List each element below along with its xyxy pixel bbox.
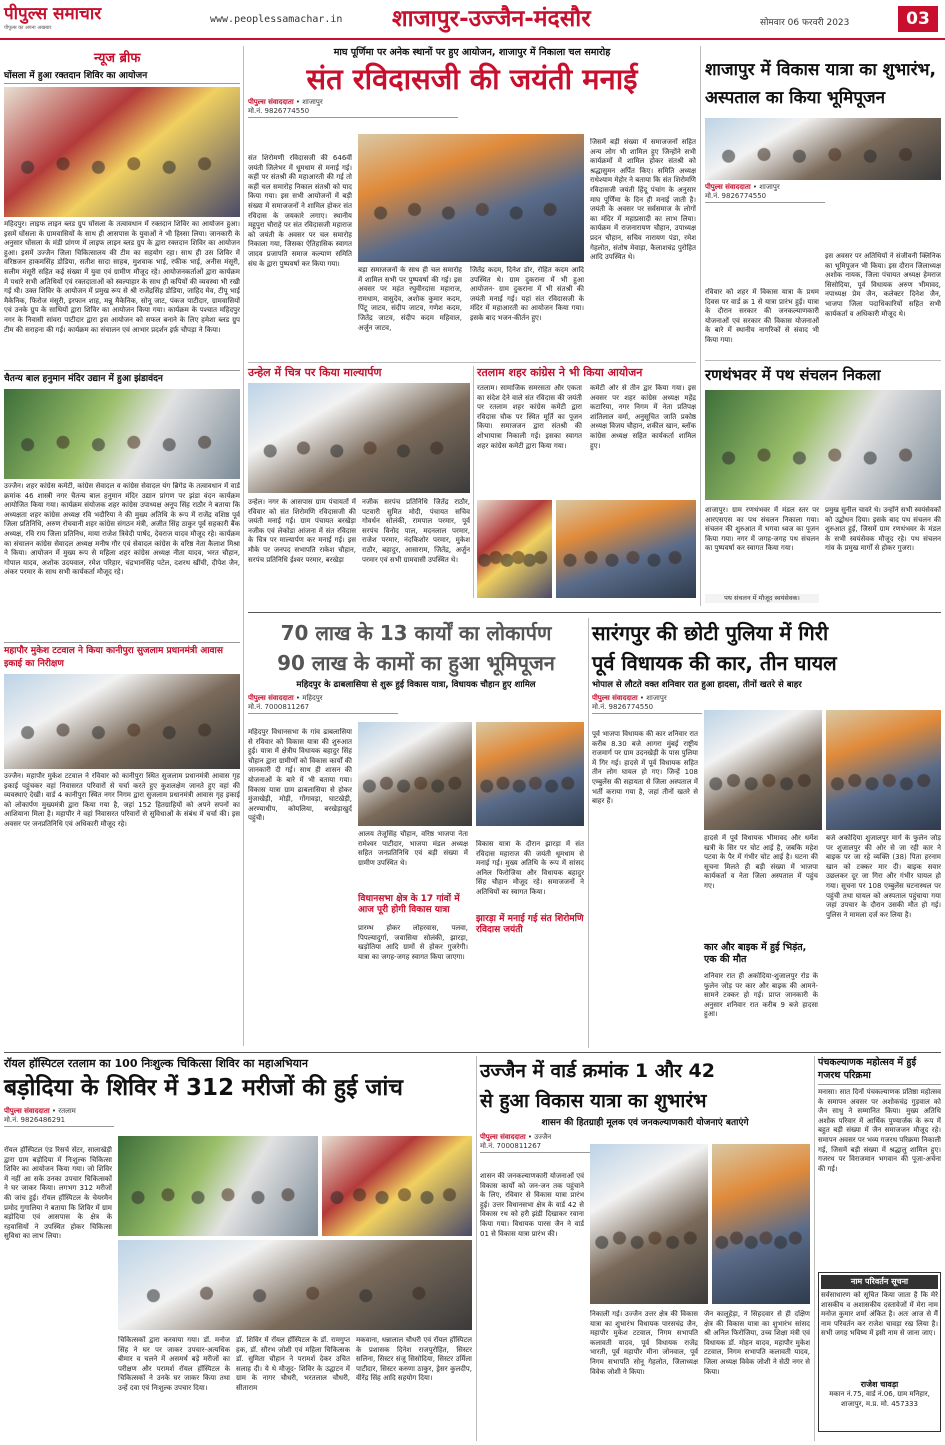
brief-title-3: महापौर मुकेश टटवाल ने किया कानीपुरा सुजलाम प्रधानमंत्री आवास इकाई का निरीक्षण: [4, 642, 240, 671]
ravidas-headline: संत रविदासजी की जयंती मनाई: [306, 62, 638, 96]
badodiya-camp-story: [4, 1056, 472, 1441]
issue-date: सोमवार 06 फरवरी 2023: [760, 18, 850, 28]
ujjain-col-2: निकाली गई। उज्जैन उत्तर क्षेत्र की विकास यात्रा का शुभारंभ विधायक पारसचंद्र जैन, महापौर मुकेश टटवाल, निगम सभापति कलावती यादव, पूर्व विधायक राजेंद्र भारती, पूर्व महापौर मीना जोनवाल, पूर्व निगम सभापति सोनू गेहलोत, जिलाध्यक्ष विवेक जोशी ने किया।: [590, 1310, 698, 1376]
ratlam-congress-headline: रतलाम शहर कांग्रेस ने भी किया आयोजन: [477, 366, 643, 379]
ratlam-congress-col-1: रतलाम। सामाजिक समरसता और एकता का संदेश देने वाले संत रविदास की जयंती पर रतलाम शहर कांग्रेस कमेटी द्वारा रविदास चौक पर स्थित मूर्ति का पूजन किया। समाजजन द्वारा संतश्री की शोभायात्रा निकाली गई। इसका स्वागत शहर कांग्रेस कमेटी द्वारा किया गया।: [477, 384, 582, 450]
ujjain-headline-2: से हुआ विकास यात्रा का शुभारंभ: [480, 1090, 707, 1112]
byline-phone: मो.नं. 9826486291: [4, 1116, 66, 1124]
byline-place: शाजापुर: [759, 183, 780, 191]
path-sanchalan-col-2: प्रमुख सुनील चावरे थे। उन्होंने सभी स्वयंसेवकों को उद्बोधन दिया। इसके बाद पथ संचलन की शुरुआत हुई, जिसमें ग्राम रणथंभवर के मंडल के सभी स्वयंसेवक मौजूद रहे। पथ संचलन गांव के प्रमुख मार्गों से होकर गुजरा।: [825, 506, 941, 553]
ratlam-congress-story: [477, 366, 696, 598]
path-sanchalan-photo: [705, 390, 941, 500]
mahidpur-yatra-story: [248, 618, 584, 1048]
ravidas-col-3: जितेंद्र कदम, दिनेश डोर, रोहित कदम आदि उपस्थित थे। ग्राम दुकराना में भी हुआ आयोजन- ग्राम दुकराना में भी संतश्री की जयंती मनाई गई। यहां संत रविदासजी के मंदिर में महाआरती का आयोजन किया गया। इसके बाद भजन-कीर्तन हुए।: [470, 266, 584, 322]
byline-agency: पीपुल्स संवाददाता: [4, 1107, 50, 1115]
ravidas-story: [248, 46, 696, 358]
brief-title-2: चैतन्य बाल हनुमान मंदिर उद्यान में हुआ झंडावंदन: [4, 370, 240, 386]
sarangpur-col-1: पूर्व भाजपा विधायक की कार शनिवार रात करीब 8.30 बजे आगरा मुंबई राष्ट्रीय राजमार्ग पर ग्राम उदनखेड़ी के पास पुलिया में गिर गई। हादसे में पूर्व विधायक सहित तीन लोग घायल हो गए। जिन्हें 108 एम्बुलेंस की सहायता से जिला अस्पताल में भर्ती कराया गया है, जहां तीनों खतरे से बाहर हैं।: [592, 730, 698, 806]
ujjain-col-1: शासन की जनकल्याणकारी योजनाओं एवं विकास कार्यों को जन-जन तक पहुंचाने के लिए, रविवार से विकास यात्रा प्रारंभ हुई। उत्तर विधानसभा क्षेत्र के वार्ड 42 से विकास रथ को हरी झंडी दिखाकर रवाना किया गया। विधायक पारस जैन ने वार्ड 01 से विकास यात्रा प्रारंभ की।: [480, 1172, 584, 1238]
sarangpur-headline-1: सारंगपुर की छोटी पुलिया में गिरी: [592, 621, 829, 645]
byline-phone: मो.नं. 9826774550: [248, 107, 310, 115]
mahidpur-col-3: प्रारम्भ होकर लोहरवास, पलवा, पिपल्यादुर्गा, जवासिया सोलंकी, झारड़ा, खड़ोतिया आदि ग्रामों से होकर गुजरेगी। यात्रा का जगह-जगह स्वागत किया जाएगा।: [358, 924, 468, 961]
mahidpur-subhead: विधानसभा क्षेत्र के 17 गांवों में आज पूरी होगी विकास यात्रा: [358, 894, 460, 915]
unhel-photo: [248, 383, 470, 493]
mahidpur-col-1: महिदपुर विधानसभा के गांव ढाबलासिया से रविवार को विकास यात्रा की शुरुआत हुई। यात्रा में क्षेत्रीय विधायक बहादुर सिंह चौहान द्वारा ग्रामीणों को विकास कार्यों की जानकारी दी गई। साथ ही शासन की योजनाओं के बारे में भी बताया गया। विकास यात्रा ग्राम ढाबलासिया से होकर मुंजाखेड़ी, मोड़ी, गोंगावड़ा, घाटखेड़ी, अरण्याधीप, कोयलिया, बरखेड़ाखुर्द पहुंची।: [248, 728, 352, 823]
mahidpur-byline: पीपुल्स संवाददाता • महिदपुर मो.नं. 7000811267: [248, 694, 398, 714]
byline-agency: पीपुल्स संवाददाता: [705, 183, 751, 191]
mahidpur-headline-1: 70 लाख के 13 कार्यों का लोकार्पण: [280, 621, 552, 645]
byline-agency: पीपुल्स संवाददाता: [248, 98, 294, 106]
mahidpur-kicker: महिदपुर के ढाबलासिया से शुरू हुई विकास यात्रा, विधायक चौहान हुए शामिल: [296, 680, 536, 690]
ravidas-col-2: बड़ा समाजजनों के साथ ही चल समारोह में शामिल सभी पर पुष्पवर्षा की गई। इस अवसर पर महंत रघुवीरदास महाराज, रामधाम, वासुदेव, अशोक कुमार कदम, पिंटू जाटव, संदीप जाटव, गणेश कदम, जितेंद्र जाटव, संदीप कदम महिवाल, अर्जुन जाटव,: [358, 266, 462, 332]
badodiya-col-3: डॉ. शिविर में रॉयल हॉस्पिटल के डॉ. रामगुप्त हक, डॉ. सौरभ जोशी एवं महिला चिकित्सक डॉ. सुमिता चौहान ने परामर्श देकर उचित सलाह दी। ये थे मौजूद- शिविर के उद्घाटन में ग्राम के नागर चौधरी, भरतलाल चौधरी, सीताराम: [236, 1336, 350, 1392]
mayor-visit-photo: [4, 674, 240, 769]
name-change-notice: [818, 1272, 941, 1432]
site-url[interactable]: www.peoplessamachar.in: [210, 14, 343, 25]
badodiya-camp-photo-1: [118, 1136, 318, 1236]
ujjain-yatra-photo-2: [712, 1144, 810, 1304]
sarangpur-col-4: बजे अकोदिया शुजालपुर मार्ग के फुलेन जोड़ पर शुजालपुर की ओर से जा रही कार ने बाइक पर जा रहे व्यक्ति (38) पिता हरनाम खान को टक्कर मार दी। बाइक सवार उछलकर दूर जा गिरा और गंभीर घायल हो गया। सूचना पर 108 एम्बुलेंस घटनास्थल पर पहुंची तथा घायल को अस्पताल पहुंचाया गया जहां उपचार के दौरान उसकी मौत हो गई। पुलिस ने मामला दर्ज कर लिया है।: [826, 834, 941, 919]
region-banner: [392, 4, 690, 34]
badodiya-camp-photo-2: [322, 1136, 472, 1236]
brief-title-1: घोंसला में हुआ रक्तदान शिविर का आयोजन: [4, 70, 240, 84]
unhel-col-2: नजीक सरपंच प्रतिनिधि जितेंद्र राठौर, पटवारी सुमित मोदी, पंचायत सचिव गोवर्धन सोलंकी, रामपाल परमार, पूर्व सरपंच विनोद पाल, मदनलाल परमार, राजेश परमार, नंदकिशोर परमार, मुकेश राठौर, बहादुर, आसाराम, जितेंद्र, अर्जुन परमार एवं सभी ग्रामवासी उपस्थित थे।: [362, 498, 470, 564]
ujjain-col-3: जैन कालूहेड़ा, ने सिहदवार से ही दक्षिण क्षेत्र की विकास यात्रा का शुभारंभ सांसद श्री अनिल फिरोजिया, उच्च शिक्षा मंत्री एवं विधायक डॉ. मोहन यादव, महापौर मुकेश टटवाल, निगम सभापति कलावती यादव, जिला अध्यक्ष विवेक जोशी ने सेठी नगर से किया।: [704, 1310, 810, 1376]
masthead: [0, 0, 945, 40]
ujjain-yatra-story: [480, 1056, 810, 1441]
badodiya-kicker: रॉयल हॉस्पिटल रतलाम का 100 निःशुल्क चिकित्सा शिविर का महाअभियान: [4, 1057, 308, 1070]
unhel-story: [248, 366, 470, 598]
notice-name: राजेश चावड़ा: [860, 1380, 899, 1389]
ratlam-congress-col-2: कमेटी ओर से तीन द्वार किया गया। इस अवसर पर शहर कांग्रेस अध्यक्ष महेंद्र कटारिया, नगर निगम में नेता प्रतिपक्ष शांतिलाल वर्मा, अनुसूचित जाति प्रकोष्ठ अध्यक्ष विजय चौहान, शकील खान, ब्लॉक कांग्रेस अध्यक्ष सहित कार्यकर्ता शामिल हुए।: [590, 384, 696, 450]
shajapur-yatra-story: [705, 56, 941, 354]
ratlam-congress-photo-1: [477, 500, 552, 598]
ravidas-procession-photo: [358, 134, 584, 262]
unhel-headline: उन्हेल में चित्र पर किया माल्यार्पण: [248, 366, 382, 379]
mahidpur-photo-2: [476, 722, 584, 826]
ujjain-byline: पीपुल्स संवाददाता • उज्जैन मो.नं. 7000811267: [480, 1133, 590, 1153]
byline-place: महिदपुर: [302, 694, 323, 702]
byline-phone: मो.नं. 9826774550: [705, 192, 767, 200]
sarangpur-col-2: हादसे में पूर्व विधायक भीमावद और धर्मेश खत्री के सिर पर चोट आई है, जबकि महेश पटवा के पैर में गंभीर चोट आई है। घटना की सूचना मिलते ही बड़ी संख्या में भाजपा कार्यकर्ता व नेता जिला अस्पताल में पहुंच गए।: [704, 834, 818, 890]
shajapur-yatra-photo: [705, 118, 941, 180]
brief-body-2: उज्जैन। शहर कांग्रेस कमेटी, कांग्रेस सेवादल व कांग्रेस सेवादल यंग ब्रिगेड के तत्वावधान में वार्ड क्रमांक 46 शास्त्री नगर चैतन्य बाल हनुमान मंदिर उद्यान प्रांगण पर झंडा वंदन कार्यक्रम आयोजित किया गया। कार्यक्रम संयोजक शहर कांग्रेस उपाध्यक्ष अनूप सिंह राठौर ने बताया कि अध्यक्षता शहर कांग्रेस अध्यक्ष रवि भदौरिया ने की मुख्य अतिथि के रूप में राजेंद्र वशिष्ठ पूर्व जिला प्रतिनिधि, अरुण रोचवानी शहर कांग्रेस संगठन मंत्री, अजीत सिंह ठाकुर पूर्व सहकारी बैंक अध्यक्ष, रवि राय जिला प्रतिनिध, माया राजेश त्रिवेदी पार्षद, देवराज यादव मौजूद रहे। कार्यक्रम का संचालन कांग्रेस सेवादल अध्यक्ष मनीष गौर एवं सेवादल कांग्रेस के वरिष्ठ नेता कैलाश मिश्रा ने किया। आयोजन में मुख्य रूप से महिला शहर कांग्रेस अध्यक्ष नीता यादव, भरत चौहान, गोपाल यादव, अशोक उदयवाल, रमेश परिहार, चंद्रभानसिंह पटेल, दशरथ खींची, दीपेश जैन, अंकर परमार के साथ सभी कार्यकर्ता मौजूद रहे।: [4, 482, 240, 577]
logo-tagline: पीपुल्स का अपना अखबार: [4, 25, 52, 31]
byline-place: शाजापुर: [646, 694, 667, 702]
mahidpur-headline-2: 90 लाख के कामों का हुआ भूमिपूजन: [277, 651, 555, 675]
badodiya-byline: पीपुल्स संवाददाता • रतलाम मो.नं. 9826486291: [4, 1107, 114, 1127]
logo-text: पीपुल्स समाचार: [4, 4, 102, 24]
byline-agency: पीपुल्स संवाददाता: [592, 694, 638, 702]
jharda-subhead: झारड़ा में मनाई गई संत शिरोमणि रविदास जयंती: [476, 914, 584, 935]
panchkalyanak-headline: पंचकल्याणक महोत्सव में हुई गजरथ परिक्रमा: [818, 1056, 941, 1085]
mahidpur-photo-1: [358, 722, 472, 826]
byline-phone: मो.नं. 7000811267: [248, 703, 310, 711]
byline-phone: मो.नं. 7000811267: [480, 1142, 542, 1150]
shajapur-yatra-col-1: रविवार को शहर में विकास यात्रा के प्रथम दिवस पर वार्ड क्र 1 से यात्रा प्रारंभ हुई। यात्रा के दौरान सरकार की जनकल्याणकारी योजनाओं एवं सरकार की विकास योजनाओं के बारे में स्थानीय नागरिकों से संवाद भी किया गया।: [705, 288, 819, 344]
panchkalyanak-body: मनासा। सात दिनों पंचकल्याणक प्रतिष्ठा महोत्सव के समापन अवसर पर अशोकचंद्र गुड़वाल को जैन साधु ने सम्मानित किया। मुख्य अतिथि अशोक परिवार में आर्थिक पुण्यार्जक के रूप में बहुत बड़ी संख्या में जैन समाजजन मौजूद रहे। समापन अवसर पर भव्य गजरथ परिक्रमा निकाली गई, जिसमें बड़ी संख्या में श्रद्धालु शामिल हुए। गजरथ पर विराजमान भगवान की पूजा-अर्चना की गई।: [818, 1088, 941, 1173]
ujjain-headline-1: उज्जैन में वार्ड क्रमांक 1 और 42: [480, 1060, 715, 1082]
flag-hoisting-photo: [4, 389, 240, 479]
shajapur-yatra-headline: शाजापुर में विकास यात्रा का शुभारंभ, अस्पताल का किया भूमिपूजन: [705, 60, 936, 108]
path-sanchalan-col-1: शाजापुर। ग्राम रणथंभवर में मंडल स्तर पर आरएसएस का पथ संचलन निकाला गया। संचलन की शुरुआत में भगवा ध्वज का पूजन किया गया। नगर में जगह-जगह पथ संचलन का पुष्पवर्षा कर स्वागत किया गया।: [705, 506, 819, 553]
path-sanchalan-caption: पथ संचलन में मौजूद स्वयंसेवक।: [705, 594, 819, 603]
badodiya-col-2: चिकित्सकों द्वारा करवाया गया। डॉ. मनोज सिंह ने घर पर जाकर उपचार-अत्यधिक बीमार व चलने में असमर्थ बड़े मरीजों का परीक्षण और परामर्श रॉयल हॉस्पिटल के चिकित्सकों ने उनके घर जाकर किया तथा उन्हें दवा एवं निःशुल्क उपचार दिया।: [118, 1336, 230, 1392]
notice-title: नाम परिवर्तन सूचना: [821, 1275, 938, 1289]
shajapur-yatra-byline: पीपुल्स संवाददाता • शाजापुर मो.नं. 9826774550: [705, 183, 825, 203]
byline-place: रतलाम: [58, 1107, 76, 1115]
car-bike-subhead: कार और बाइक में हुई भिड़ंत, एक की मौत: [704, 942, 807, 965]
sarangpur-accident-story: [592, 618, 941, 1048]
badodiya-camp-photo-3: [118, 1240, 472, 1330]
unhel-col-1: उन्हेल। नगर के आसपास ग्राम पंचायतों में रविवार को संत शिरोमणि रविदासजी की जयंती मनाई गई। ग्राम पंचायत बरखेड़ा नजीक एवं लेकोडा आंजना में संत रविदास के चित्र पर माल्यार्पण कर मनाई गई। इस मौके पर जनपद सभापति राकेश चौहान, सरपंच प्रतिनिधि ईश्वर परमार, बरखेड़ा: [248, 498, 356, 564]
brief-body-3: उज्जैन। महापौर मुकेश टटवाल ने रविवार को कानीपुरा स्थित सुजलाम प्रधानमंत्री आवास गृह इकाई पहुंचकर वहां निवासरत परिवारों से चर्चा करते हुए कुशलक्षेम जानते हुए वहां की व्यवस्थाएं देखी। वार्ड 4 कानीपुरा स्थित नगर निगम द्वारा सुजलाम प्रधानमंत्री आवास गृह इकाई को लोकार्पण मुख्यमंत्री द्वारा किया गया है, जहां 152 हितग्राहियों को अपने सपनों का आशियाना मिला है। महापौर ने वहां निवासरत परिवारों से सुविधाओं के संबंध में चर्चा की। इस अवसर पर जनप्रतिनिधि एवं अधिकारी मौजूद रहे।: [4, 772, 240, 828]
notice-address: मकान नं.75, वार्ड नं.06, ग्राम मनिहार, शाजापुर, म.प्र. मो. 457333: [829, 1390, 930, 1408]
sarangpur-byline: पीपुल्स संवाददाता • शाजापुर मो.नं. 9826774550: [592, 694, 702, 714]
ravidas-kicker: माघ पूर्णिमा पर अनेक स्थानों पर हुए आयोजन, शाजापुर में निकाला चल समारोह: [333, 47, 611, 58]
badodiya-col-4: मकवाना, धन्नालाल चौधरी एवं रॉयल हॉस्पिटल के प्रशासक दिनेश राजपुरोहित, सिस्टर सलिना, सिस्टर संजू सिसोदिया, सिस्टर उर्मिला पाटीदार, सिस्टर करुणा ठाकुर, ड्रेसर कुलदीप, वीरेंद्र सिंह आदि सहयोग दिया।: [356, 1336, 472, 1383]
byline-place: उज्जैन: [534, 1133, 552, 1141]
byline-phone: मो.नं. 9826774550: [592, 703, 654, 711]
news-brief-column: [4, 46, 240, 1046]
ravidas-col-1: संत शिरोमणी रविदासजी की 646वीं जयंती जिलेभर में धूमधाम से मनाई गई। कहीं पर संतश्री की महाआरती की गई तो कहीं चल समारोह निकाल संतश्री को याद किया गया। इस सभी आयोजनों में बड़ी संख्या में समाजजनों ने शामिल होकर संत रविदास के जयकारे लगाए। स्थानीय महूपुरा चौराहे पर संत रविदासजी महाराज को जयंती के अवसर पर चल समारोह निकाला गया, जिसका ऐतिहासिक स्वागत जादव प्रजापति समाज कल्याण समिति संघ के द्वारा पुष्पवर्षा कर किया गया।: [248, 154, 352, 268]
sarangpur-kicker: भोपाल से लौटते वक्त शनिवार रात हुआ हादसा, तीनों खतरे से बाहर: [592, 680, 802, 690]
byline-agency: पीपुल्स संवाददाता: [248, 694, 294, 702]
ravidas-col-4: जिसमें बड़ी संख्या में समाजजनों सहित अन्य लोग भी शामिल हुए जिन्होंने सभी कार्यक्रमों में शामिल होकर संतश्री को श्रद्धासुमन अर्पित किए। समिति अध्यक्ष राधेश्याम मेहोर ने बताया कि संत शिरोमणि रविदासजी जयंती हिंदू पंचांग के अनुसार माघ पूर्णिमा के दिन ही मनाई जाती है। जयंती के अवसर पर सर्वसमाज के लोगों का मंदिर में महाप्रसादी का लाभ लिया। कार्यक्रम में राजनारायण चौहान, उपाध्यक्ष प्रदन चौहान, सचिव नारायण पंडा, रमेश गेहलोत, संतोष मेवाड़ा, कैलाशचंद्र पुरोहित आदि उपस्थित थे।: [590, 138, 696, 262]
logo: [4, 3, 204, 33]
sarangpur-col-3: शनिवार रात ही अकोदिया-शुजालपुर रोड के फुलेन जोड़ पर कार और बाइक की आमने-सामने टक्कर हो गई। प्राप्त जानकारी के अनुसार शनिवार रात करीब 9 बजे हादसा हुआ।: [704, 972, 818, 1019]
brief-body-1: महिदपुर। लाइफ लाइन ब्लड ग्रुप घोंसला के तत्वावधान में रक्तदान शिविर का आयोजन हुआ। इसमें घोंसला के ग्रामवासियों के साथ ही आसपास के युवाओं ने भी हिस्सा लिया। जानकारी के अनुसार घोंसला के मंडी प्रांगण में लाइफ लाइन ब्लड ग्रुप के द्वारा रक्तदान शिविर का आयोजन हुआ। इसमें उज्जैन जिला चिकित्सालय की टीम का सहयोग रहा। साथ ही उस शिविर में वरिष्ठजन हाकमसिंह डोडिया, सतीश सादा साहब, मुशवाक भाई, रफीक भाई, अनीस मंसूरी, सलीम मंसूरी सहित कई संख्या में युवा एवं ग्रामीण मौजूद रहे। आयोजनकर्ताओं द्वारा कार्यक्रम में पधारे सभी अतिथियों एवं रक्तदाताओं को स्वल्पाहार के साथ ही कपियों की व्यवस्था भी रखी गई थी। उक्त शिविर के आयोजन में प्रमुख रूप से श्री राजेंद्रसिंह डोडिया, जाहिद मेव, टीपू भाई मैकेनिक, फिरोज मंसूरी, इरफान शाह, मन्नू मैकेनिक, सोनू जाट, पंकज पाटीदार, ग्रामवासियों एवं उनके ग्रुप के साथियों द्वारा शिविर का आयोजन किया गया। कार्यक्रम के पश्चात महिदपुर नगर के निवासी सांवरा पाटीदार द्वारा इस आयोजन को सफल बनाने के लिए हमेशा ब्लड ग्रुप टीम की सराहना की गई। कार्यक्रम का संचालन एवं आभार प्रदर्शन इर्फ़ चौपड़ा ने किया।: [4, 220, 240, 334]
page-number: 03: [898, 6, 938, 32]
brief-label: [4, 46, 240, 70]
badodiya-col-1: रॉयल हॉस्पिटल एंड रिसर्च सेंटर, सालाखेड़ी द्वारा ग्राम बड़ोदिया में निःशुल्क चिकित्सा शिविर का आयोजन किया गया। जो शिविर में नहीं आ सके उनका उपचार चिकित्सकों ने घर जाकर किया। लगभग 312 मरीजों की जांच हुई। रॉयल हॉस्पिटल के चेयरमैन प्रमोद गुगालिया ने बताया कि शिविर में ग्राम बड़ोदिया एवं आसपास के क्षेत्र के रहवासियों ने उपस्थित होकर चिकित्सा सुविधा का लाभ लिया।: [4, 1146, 112, 1241]
ravidas-byline: पीपुल्स संवाददाता • शाजापुर मो.नं. 9826774550: [248, 98, 458, 118]
mahidpur-col-2: आलय तेजूसिंह चौहान, वरिष्ठ भाजपा नेता रामेश्वर पाटीदार, भाजपा मंडल अध्यक्ष सहित जनप्रतिनिधि एवं बड़ी संख्या में ग्रामीण उपस्थित थे।: [358, 830, 468, 867]
brief-label-text: न्यूज ब्रीफ: [94, 51, 141, 66]
sarangpur-hospital-photo-1: [704, 710, 822, 830]
ujjain-yatra-photo-1: [590, 1144, 708, 1304]
sarangpur-headline-2: पूर्व विधायक की कार, तीन घायल: [592, 651, 837, 675]
ujjain-kicker: शासन की हितग्राही मूलक एवं जनकल्याणकारी योजनाएं बताएंगे: [541, 1118, 749, 1128]
blood-camp-photo: [4, 87, 240, 217]
panchkalyanak-story: [818, 1056, 941, 1441]
ratlam-congress-photo-2: [556, 500, 696, 598]
byline-agency: पीपुल्स संवाददाता: [480, 1133, 526, 1141]
notice-body: सर्वसाधारण को सूचित किया जाता है कि मेरे शासकीय व अशासकीय दस्तावेजों में मेरा नाम मनोज कुमार शर्मा अंकित है। अतः आज से मैं नाम परिवर्तन कर राजेश चावड़ा रख लिया है। सभी जगह भविष्य में इसी नाम से जाना जाए।: [821, 1291, 938, 1338]
region-title: शाजापुर-उज्जैन-मंदसौर: [392, 6, 591, 32]
sarangpur-hospital-photo-2: [826, 710, 941, 830]
byline-place: शाजापुर: [302, 98, 323, 106]
shajapur-yatra-col-2: इस अवसर पर अतिथियों ने संजीवनी क्लिनिक का भूमिपूजन भी किया। इस दौरान जिलाध्यक्ष अशोक नायक, जिला पंचायत अध्यक्ष हेमराज सिसोदिया, पूर्व विधायक अरुण भीमावद, नपाध्यक्ष प्रेम जैन, कलेक्टर दिनेश जैन, भाजपा जिला पदाधिकारियों सहित सभी कार्यकर्ता व अधिकारी मौजूद थे।: [825, 252, 941, 318]
mahidpur-col-4: विकास यात्रा के दौरान झारड़ा में संत रविदास महाराज की जयंती धूमधाम से मनाई गई। मुख्य अतिथि के रूप में सांसद अनिल फिरोजिया और विधायक बहादुर सिंह चौहान मौजूद रहे। समाजजनों ने अतिथियों का स्वागत किया।: [476, 840, 584, 896]
badodiya-headline: बड़ोदिया के शिविर में 312 मरीजों की हुई जांच: [4, 1075, 403, 1101]
path-sanchalan-headline: रणथंभवर में पथ संचलन निकला: [705, 366, 881, 384]
path-sanchalan-story: [705, 364, 941, 606]
